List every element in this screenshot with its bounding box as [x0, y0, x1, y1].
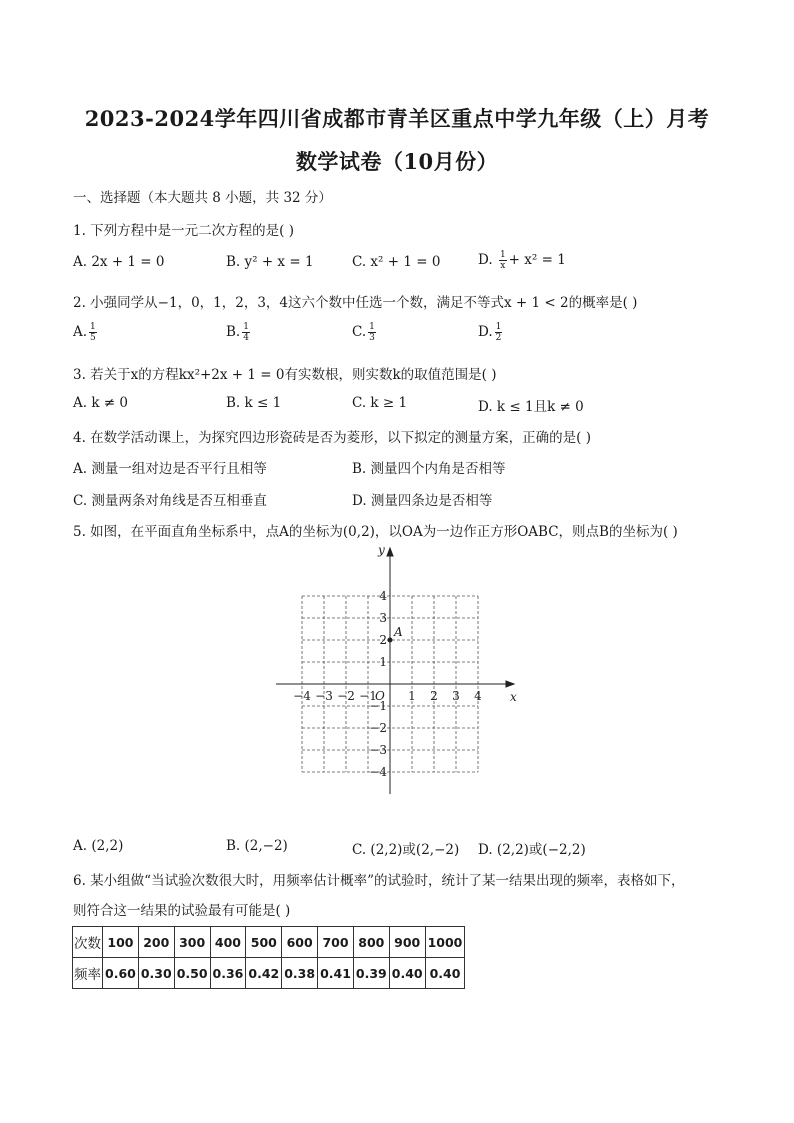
question-5-option-d: D. (2,2)或(−2,2) [478, 842, 586, 858]
question-1-option-d-suffix: + x² = 1 [508, 252, 566, 268]
table-cell-frequency: 0.42 [246, 958, 282, 989]
x-tick-label: 2 [430, 689, 438, 703]
question-2-stem: 2. 小强同学从−1，0，1，2，3，4这六个数中任选一个数，满足不等式x + 1 < 2的概率是( ) [73, 295, 638, 311]
table-cell-count: 900 [389, 927, 425, 958]
question-3-stem: 3. 若关于x的方程kx²+2x + 1 = 0有实数根，则实数k的取值范围是( ) [73, 367, 497, 383]
x-tick-label: 4 [474, 689, 482, 703]
x-tick-label: 1 [408, 689, 416, 703]
frequency-table [72, 926, 465, 989]
fraction-numerator: 1 [90, 322, 96, 332]
table-cell-count: 600 [282, 927, 318, 958]
question-1-option-c: C. x² + 1 = 0 [352, 254, 441, 270]
option-fraction [242, 322, 250, 343]
question-5-option-a: A. (2,2) [73, 838, 124, 854]
y-tick-label: 4 [379, 589, 387, 603]
table-cell-count: 400 [210, 927, 246, 958]
table-cell-count: 700 [318, 927, 354, 958]
fraction-denominator: 2 [495, 333, 502, 343]
option-label: B. [226, 324, 241, 340]
x-axis-label: x [510, 690, 517, 704]
fraction-denominator: x [500, 261, 506, 271]
question-1-stem: 1. 下列方程中是一元二次方程的是( ) [73, 223, 294, 239]
table-cell-count: 100 [103, 927, 139, 958]
fraction-denominator: 5 [90, 333, 96, 343]
x-tick-label: −4 [293, 689, 311, 703]
question-1-option-b: B. y² + x = 1 [226, 254, 314, 270]
table-cell-count: 200 [138, 927, 174, 958]
y-axis-label: y [378, 543, 385, 557]
y-tick-label: −3 [369, 743, 387, 757]
table-cell-frequency: 0.60 [103, 958, 139, 989]
question-5-option-b: B. (2,−2) [226, 838, 288, 854]
question-3-option-b: B. k ≤ 1 [226, 395, 282, 411]
option-fraction [368, 322, 376, 343]
x-tick-label: 3 [452, 689, 460, 703]
point-a-label: A [394, 625, 403, 639]
question-2-option-d [478, 322, 504, 343]
question-5-option-c: C. (2,2)或(2,−2) [352, 842, 460, 858]
option-label: D. [478, 324, 493, 340]
table-cell-frequency: 0.50 [174, 958, 210, 989]
page-title-line2: 数学试卷（10月份） [295, 149, 499, 174]
table-cell-frequency: 0.39 [353, 958, 389, 989]
question-4-option-d: D. 测量四条边是否相等 [352, 493, 493, 509]
table-row [73, 958, 465, 989]
question-5-stem: 5. 如图，在平面直角坐标系中，点A的坐标为(0,2)，以OA为一边作正方形OABC，则点B的坐标为( ) [73, 524, 678, 540]
table-row [73, 927, 465, 958]
y-tick-label: −4 [369, 765, 387, 779]
question-3-option-a: A. k ≠ 0 [73, 395, 128, 411]
table-row-header: 次数 [73, 927, 103, 958]
x-axis-arrow [506, 681, 514, 687]
question-1-option-a: A. 2x + 1 = 0 [73, 254, 165, 270]
question-4-option-a: A. 测量一组对边是否平行且相等 [73, 461, 267, 477]
fraction-numerator: 1 [243, 322, 249, 332]
table-row-header: 频率 [73, 958, 103, 989]
table-cell-frequency: 0.36 [210, 958, 246, 989]
table-cell-frequency: 0.30 [138, 958, 174, 989]
question-2-option-a [73, 322, 99, 343]
fraction-numerator: 1 [499, 250, 506, 260]
y-tick-label: −1 [369, 699, 387, 713]
table-cell-frequency: 0.40 [389, 958, 425, 989]
point-a-marker [388, 638, 393, 643]
fraction-denominator: 3 [369, 333, 375, 343]
coordinate-grid-figure [270, 540, 530, 800]
y-tick-label: 2 [379, 633, 387, 647]
table-cell-count: 800 [353, 927, 389, 958]
table-cell-frequency: 0.41 [318, 958, 354, 989]
question-4-option-c: C. 测量两条对角线是否互相垂直 [73, 493, 267, 509]
table-cell-count: 300 [174, 927, 210, 958]
question-3-option-d: D. k ≤ 1且k ≠ 0 [478, 399, 584, 415]
table-cell-frequency: 0.38 [282, 958, 318, 989]
question-2-option-b [226, 322, 252, 343]
table-cell-count: 500 [246, 927, 282, 958]
y-axis-arrow [387, 548, 393, 556]
fraction-numerator: 1 [369, 322, 375, 332]
question-3-option-c: C. k ≥ 1 [352, 395, 408, 411]
question-4-option-b: B. 测量四个内角是否相等 [352, 461, 506, 477]
question-2-option-c [352, 322, 378, 343]
question-1-option-d [478, 250, 566, 271]
option-fraction [89, 322, 97, 343]
y-tick-label: −2 [369, 721, 387, 735]
page-title-line1: 2023-2024学年四川省成都市青羊区重点中学九年级（上）月考 [84, 106, 710, 131]
fraction-numerator: 1 [495, 322, 502, 332]
question-1-option-d-fraction [499, 250, 507, 271]
y-tick-label: 3 [379, 611, 387, 625]
x-tick-label: −3 [315, 689, 333, 703]
question-6-stem-line2: 则符合这一结果的试验最有可能是( ) [73, 903, 291, 919]
section-heading: 一、选择题（本大题共 8 小题，共 32 分） [73, 190, 332, 206]
option-label: A. [73, 324, 88, 340]
x-tick-label: −1 [359, 689, 377, 703]
x-tick-label: −2 [337, 689, 355, 703]
option-fraction [495, 322, 503, 343]
option-label: C. [352, 324, 367, 340]
fraction-denominator: 4 [243, 333, 249, 343]
table-cell-frequency: 0.40 [425, 958, 465, 989]
question-4-stem: 4. 在数学活动课上，为探究四边形瓷砖是否为菱形，以下拟定的测量方案，正确的是( ) [73, 430, 591, 446]
y-tick-label: 1 [379, 655, 387, 669]
origin-label: O [375, 689, 385, 703]
table-cell-count: 1000 [425, 927, 465, 958]
question-6-stem-line1: 6. 某小组做“当试验次数很大时，用频率估计概率”的试验时，统计了某一结果出现的频率，表格如下， [73, 873, 685, 889]
question-1-option-d-prefix: D. [478, 252, 497, 268]
